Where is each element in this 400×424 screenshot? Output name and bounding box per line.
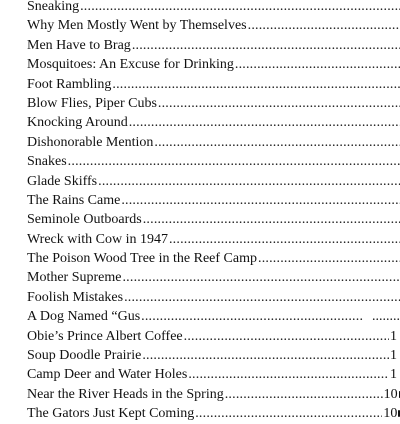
- toc-entry-title: The Rains Came: [27, 192, 121, 208]
- toc-entry-title: Why Men Mostly Went by Themselves: [27, 18, 247, 34]
- toc-entry: [27, 385, 400, 404]
- toc-entry: [27, 55, 400, 74]
- dot-leader: [97, 172, 400, 191]
- toc-entry-page: 10: [383, 406, 398, 422]
- table-of-contents: [27, 0, 400, 424]
- dot-leader: [140, 307, 364, 326]
- toc-entry: [27, 0, 400, 16]
- dot-leader: [168, 230, 400, 249]
- toc-entry: [27, 191, 400, 210]
- toc-entry: [27, 152, 400, 171]
- dot-leader: [183, 327, 389, 346]
- toc-entry-title: Men Have to Brag: [27, 37, 131, 53]
- toc-entry-page: 1: [390, 367, 397, 383]
- toc-entry-page: 1: [390, 328, 397, 344]
- toc-entry-title: Snakes: [27, 154, 67, 170]
- dot-leader: [157, 94, 400, 113]
- toc-entry-title: Camp Deer and Water Holes: [27, 367, 188, 383]
- toc-entry-title: Foolish Mistakes: [27, 289, 124, 305]
- dot-leader: [79, 0, 400, 16]
- toc-entry-title: Wreck with Cow in 1947: [27, 231, 168, 247]
- toc-entry: [27, 133, 400, 152]
- dot-leader: [257, 249, 400, 268]
- toc-entry: [27, 404, 400, 423]
- toc-entry-title: Dishonorable Mention: [27, 134, 154, 150]
- dot-leader: [153, 133, 400, 152]
- toc-entry-title: Foot Rambling: [27, 76, 112, 92]
- toc-entry-title: Knocking Around: [27, 115, 128, 131]
- toc-entry-title: Sneaking: [27, 0, 80, 14]
- dot-leader: [128, 113, 400, 132]
- toc-entry: [27, 230, 400, 249]
- dot-leader: [372, 307, 400, 326]
- toc-entry-title: The Gators Just Kept Coming: [27, 406, 195, 422]
- dot-leader: [67, 152, 400, 171]
- toc-entry-title: The Poison Wood Tree in the Reef Camp: [27, 251, 257, 267]
- dot-leader: [224, 385, 383, 404]
- dot-leader: [120, 191, 400, 210]
- toc-entry: [27, 365, 400, 384]
- toc-entry-title: Mosquitoes: An Excuse for Drinking: [27, 57, 234, 73]
- toc-entry: [27, 172, 400, 191]
- toc-entry-title: Glade Skiffs: [27, 173, 98, 189]
- dot-leader: [142, 210, 400, 229]
- dot-leader: [247, 16, 400, 35]
- toc-entry: [27, 113, 400, 132]
- toc-entry-title: Blow Flies, Piper Cubs: [27, 95, 157, 111]
- dot-leader: [121, 268, 400, 287]
- toc-entry: [27, 327, 400, 346]
- toc-entry: [27, 268, 400, 287]
- toc-entry-title: Mother Supreme: [27, 270, 122, 286]
- dot-leader: [187, 365, 389, 384]
- toc-entry: [27, 346, 400, 365]
- toc-entry-title: A Dog Named “Gus: [27, 309, 141, 325]
- dot-leader: [131, 36, 400, 55]
- dot-leader: [111, 75, 400, 94]
- toc-entry-title: Obie’s Prince Albert Coffee: [27, 328, 183, 344]
- toc-entry: [27, 94, 400, 113]
- toc-entry: [27, 288, 400, 307]
- dot-leader: [234, 55, 400, 74]
- dot-leader: [194, 404, 382, 423]
- toc-entry: [27, 36, 400, 55]
- toc-entry-page: 10: [383, 386, 398, 402]
- toc-entry: [27, 249, 400, 268]
- toc-entry: [27, 210, 400, 229]
- toc-entry: [27, 307, 400, 326]
- toc-entry-title: Soup Doodle Prairie: [27, 348, 142, 364]
- toc-entry-title: Near the River Heads in the Spring: [27, 386, 224, 402]
- dot-leader: [123, 288, 400, 307]
- toc-entry-page: 1: [390, 348, 397, 364]
- toc-entry: [27, 75, 400, 94]
- toc-entry: [27, 16, 400, 35]
- dot-leader: [141, 346, 389, 365]
- toc-entry-title: Seminole Outboards: [27, 212, 142, 228]
